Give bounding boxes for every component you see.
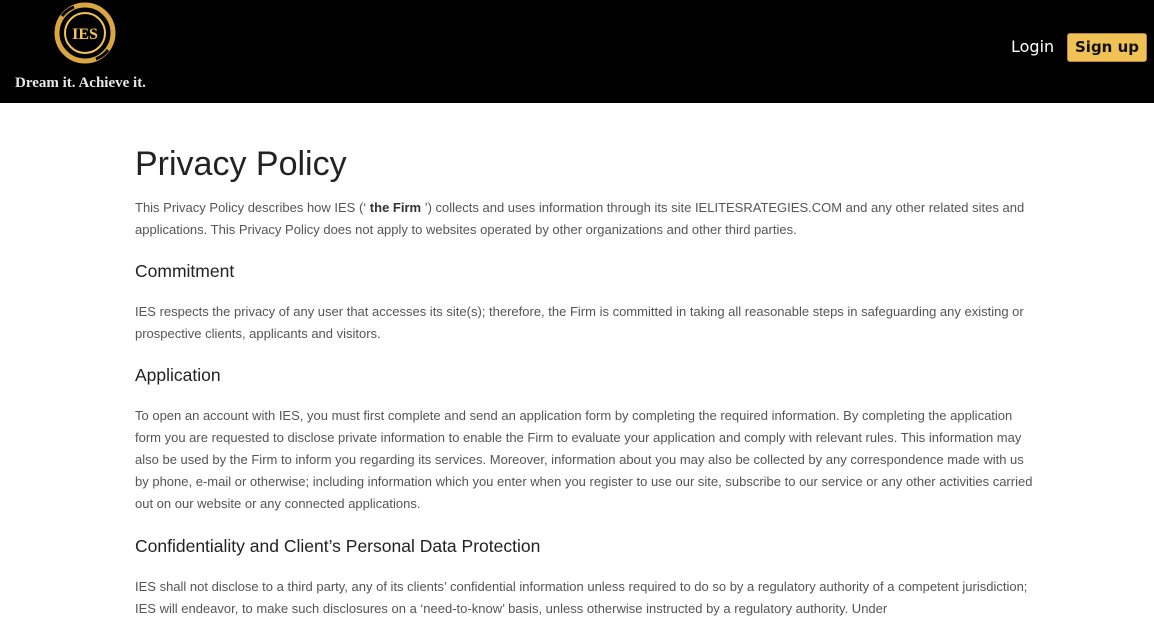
svg-text:IES: IES [72, 26, 98, 43]
tagline: Dream it. Achieve it. [15, 75, 146, 91]
intro-paragraph [135, 197, 1040, 241]
ies-logo-icon[interactable] [54, 2, 116, 64]
section-heading-confidentiality: Confidentiality and Client’s Personal Data Protection [135, 536, 541, 556]
section-body-commitment: IES respects the privacy of any user that accesses its site(s); therefore, the Firm is committed in taking all reasonable steps in safeguarding any existing or prospective clients, applicants and visitors. [135, 304, 1024, 341]
login-link[interactable]: Login [1011, 37, 1055, 56]
section-body-application: To open an account with IES, you must first complete and send an application form by completing the required information. By completing the application form you are requested to disclose private information to enable the Firm to evaluate your application and comply with relevant rules. This information may also be used by the Firm to inform you regarding its services. Moreover, information about you may also be collected by any correspondence made with us by phone, e-mail or otherwise; including information which you enter when you register to use our site, subscribe to our service or any other activities carried out on our website or any connected applications. [135, 408, 1033, 511]
intro-text-after: ’) collects and uses information through its site IELITESRATEGIES.COM and any other related sites and applications. This Privacy Policy does not apply to websites operated by other organizations and other third parties. [135, 200, 1025, 237]
signup-button[interactable]: Sign up [1067, 33, 1147, 62]
page-title: Privacy Policy [135, 145, 347, 183]
main-content [135, 103, 1040, 620]
section-body-confidentiality: IES shall not disclose to a third party, any of its clients’ confidential information unless required to do so by a regulatory authority of a competent jurisdiction; IES will endeavor, to make such disclosures on a ‘need-to-know’ basis, unless otherwise instructed by a regulatory authority. Under [135, 579, 1028, 616]
intro-text-before: This Privacy Policy describes how IES (‘ [135, 200, 367, 215]
section-heading-application: Application [135, 365, 221, 385]
site-header [0, 0, 1154, 103]
section-heading-commitment: Commitment [135, 261, 235, 281]
intro-bold-firm: the Firm [366, 200, 425, 215]
